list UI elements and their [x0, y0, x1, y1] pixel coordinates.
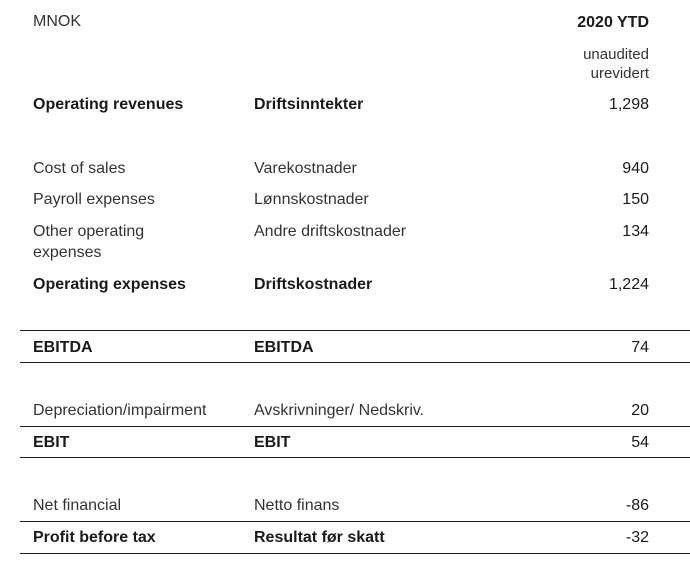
unit-label: MNOK: [33, 13, 81, 30]
row-label-en: Depreciation/impairment: [33, 402, 207, 419]
row-label-no: Varekostnader: [254, 160, 357, 177]
row-value: 1,298: [608, 96, 649, 113]
divider: [20, 521, 690, 522]
row-label-en: Profit before tax: [33, 529, 156, 546]
row-label-no: Driftskostnader: [254, 276, 373, 293]
divider: [20, 362, 690, 363]
divider: [20, 330, 690, 331]
divider: [20, 553, 690, 554]
row-label-en: Payroll expenses: [33, 191, 155, 208]
row-value: 54: [631, 434, 649, 451]
row-value: 74: [631, 339, 649, 356]
row-value: 134: [622, 223, 649, 240]
row-value: 20: [631, 402, 649, 419]
row-value: 940: [622, 160, 649, 177]
row-label-en: EBIT: [33, 434, 70, 451]
row-label-no: Netto finans: [254, 497, 340, 514]
row-label-en: Operating expenses: [33, 276, 186, 293]
row-label-en-line1: Other operating: [33, 223, 145, 240]
divider: [20, 457, 690, 458]
row-label-en: Net financial: [33, 497, 122, 514]
divider: [20, 426, 690, 427]
row-value: 150: [622, 191, 649, 208]
row-label-no: Resultat før skatt: [254, 529, 385, 546]
row-label-en: EBITDA: [33, 339, 93, 356]
row-label-no: Lønnskostnader: [254, 191, 369, 208]
row-label-no: Andre driftskostnader: [254, 223, 407, 240]
row-label-en: Cost of sales: [33, 160, 126, 177]
audit-label-no: urevidert: [590, 65, 649, 82]
column-header: 2020 YTD: [577, 14, 649, 31]
row-value: 1,224: [608, 276, 649, 293]
row-label-no: EBIT: [254, 434, 291, 451]
audit-label-en: unaudited: [583, 46, 649, 63]
row-label-no: EBITDA: [254, 339, 314, 356]
row-label-en: Operating revenues: [33, 96, 184, 113]
row-value: -32: [625, 529, 649, 546]
row-value: -86: [625, 497, 649, 514]
row-label-en-line2: expenses: [33, 244, 102, 261]
row-label-no: Avskrivninger/ Nedskriv.: [254, 402, 425, 419]
row-label-no: Driftsinntekter: [254, 96, 364, 113]
